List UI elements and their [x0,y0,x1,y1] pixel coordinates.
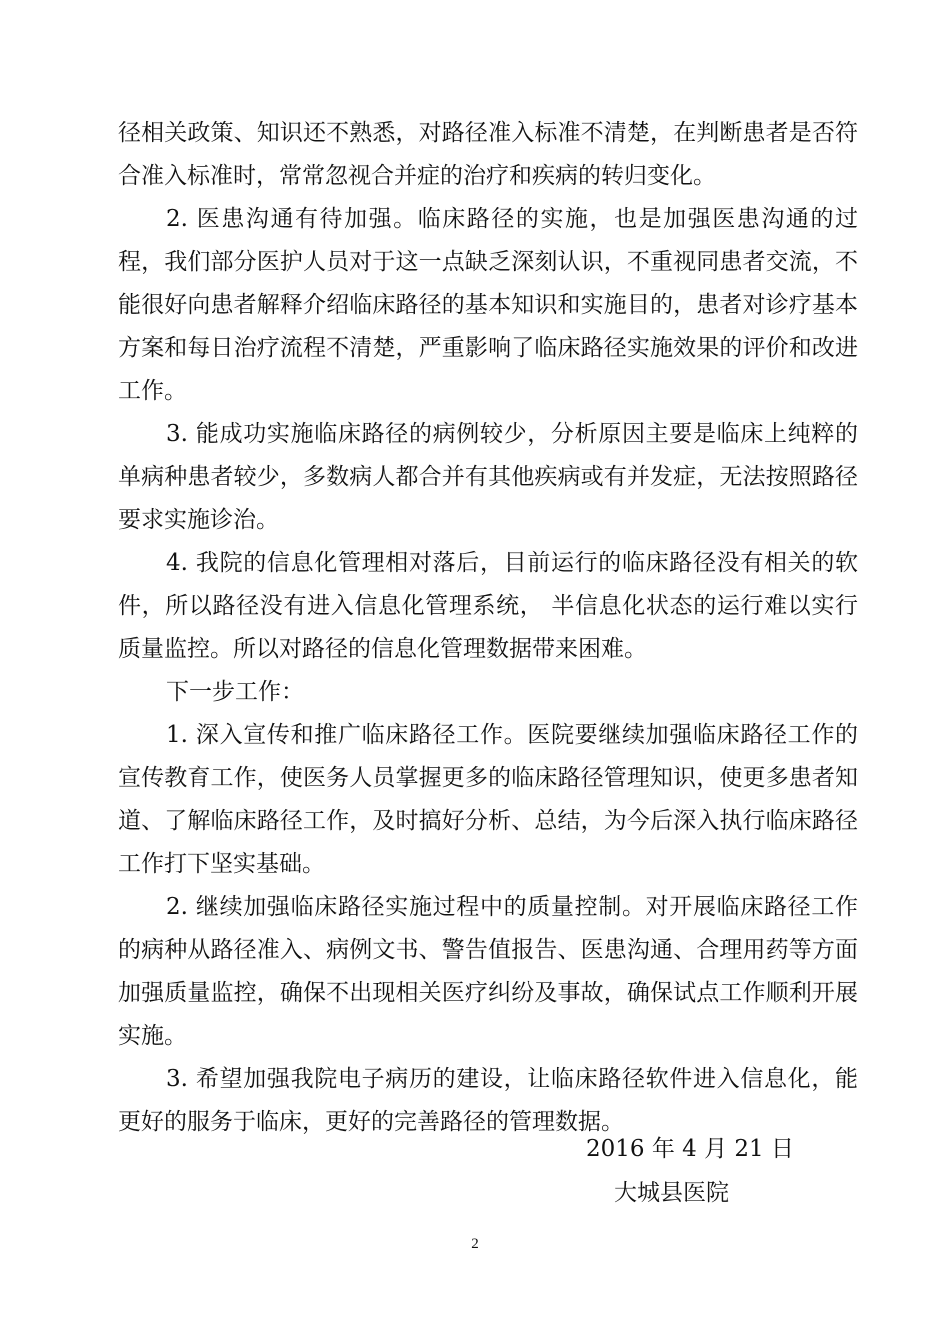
signature-date: 2016 年 4 月 21 日 [586,1136,794,1162]
section-heading-next-steps: 下一步工作： [166,679,304,705]
next-step-item-2: 2. 继续加强临床路径实施过程中的质量控制。对开展临床路径工作的病种从路径准入、病例文书、警告值报告、医患沟通、合理用药等方面加强质量监控，确保不出现相关医疗纠纷及事故，确保试点工作顺利开展实施。 [118,894,858,1049]
next-step-item-1: 1. 深入宣传和推广临床路径工作。医院要继续加强临床路径工作的宣传教育工作，使医务人员掌握更多的临床路径管理知识，使更多患者知道、了解临床路径工作，及时搞好分析、总结，为今后深入执行临床路径工作打下坚实基础。 [118,722,858,877]
paragraph-item-3: 3. 能成功实施临床路径的病例较少，分析原因主要是临床上纯粹的单病种患者较少，多数病人都合并有其他疾病或有并发症，无法按照路径要求实施诊治。 [118,421,858,533]
document-body [118,112,858,1144]
paragraph-item-2: 2. 医患沟通有待加强。临床路径的实施，也是加强医患沟通的过程，我们部分医护人员对于这一点缺乏深刻认识，不重视同患者交流，不能很好向患者解释介绍临床路径的基本知识和实施目的，患者对诊疗基本方案和每日治疗流程不清楚，严重影响了临床路径实施效果的评价和改进工作。 [118,206,858,404]
page-number: 2 [471,1236,479,1252]
signature-organization: 大城县医院 [614,1180,729,1206]
paragraph-continuation: 径相关政策、知识还不熟悉，对路径准入标准不清楚，在判断患者是否符合准入标准时，常常忽视合并症的治疗和疾病的转归变化。 [118,120,858,189]
next-step-item-3: 3. 希望加强我院电子病历的建设，让临床路径软件进入信息化，能更好的服务于临床，更好的完善路径的管理数据。 [118,1066,858,1135]
paragraph-item-4: 4. 我院的信息化管理相对落后，目前运行的临床路径没有相关的软件，所以路径没有进入信息化管理系统， 半信息化状态的运行难以实行质量监控。所以对路径的信息化管理数据带来困难。 [118,550,858,662]
